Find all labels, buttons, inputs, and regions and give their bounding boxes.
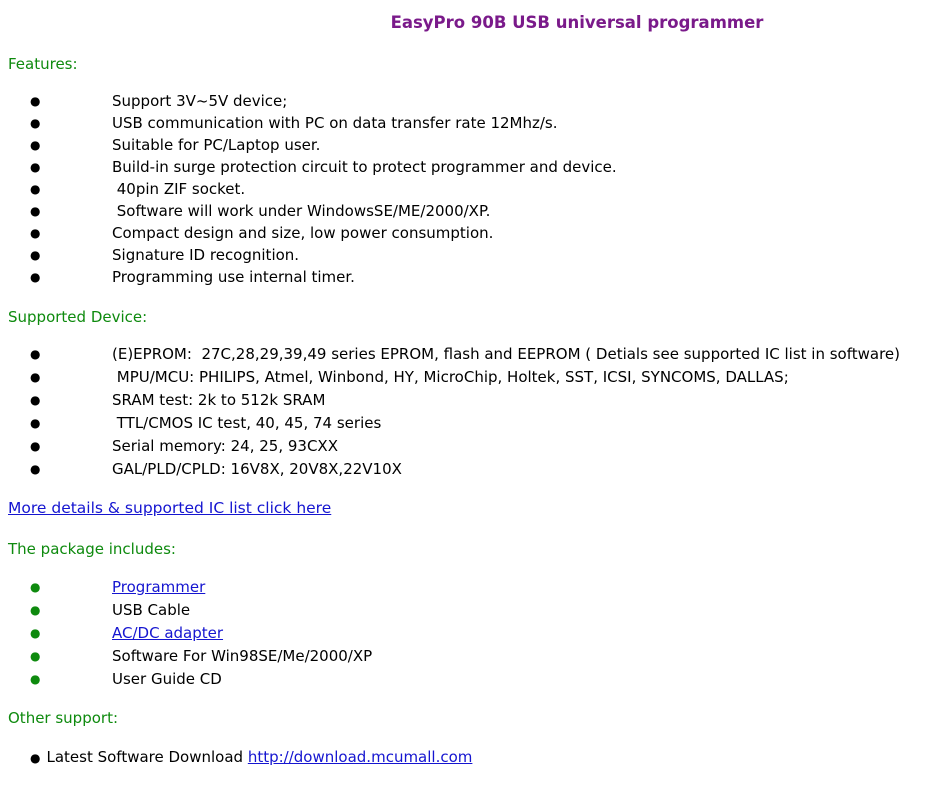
bullet-icon: ● — [30, 580, 41, 594]
device-text: SRAM test: 2k to 512k SRAM — [112, 391, 326, 409]
download-label: Latest Software Download — [46, 748, 248, 766]
download-link[interactable]: http://download.mcumall.com — [247, 748, 473, 766]
device-text: (E)EPROM: 27C,28,29,39,49 series EPROM, flash and EEPROM ( Detials see supported IC list in software) — [112, 345, 901, 363]
device-text: TTL/CMOS IC test, 40, 45, 74 series — [112, 414, 382, 432]
package-text: User Guide CD — [112, 670, 222, 688]
bullet-icon: ● — [30, 603, 41, 617]
page-title: EasyPro 90B USB universal programmer — [390, 13, 764, 32]
bullet-icon: ● — [30, 182, 41, 196]
bullet-icon: ● — [30, 160, 41, 174]
feature-text: Compact design and size, low power consumption. — [112, 224, 494, 242]
supported-heading: Supported Device: — [8, 308, 148, 326]
bullet-icon: ● — [30, 416, 41, 430]
bullet-icon: ● — [30, 138, 41, 152]
more-details-link[interactable]: More details & supported IC list click here — [8, 499, 332, 517]
device-text: GAL/PLD/CPLD: 16V8X, 20V8X,22V10X — [112, 460, 402, 478]
bullet-icon: ● — [30, 248, 41, 262]
package-heading: The package includes: — [8, 540, 176, 558]
feature-text: Build-in surge protection circuit to protect programmer and device. — [112, 158, 617, 176]
feature-text: Signature ID recognition. — [112, 246, 300, 264]
features-heading: Features: — [8, 55, 78, 73]
feature-text: USB communication with PC on data transfer rate 12Mhz/s. — [112, 114, 558, 132]
bullet-icon: ● — [30, 649, 41, 663]
device-text: Serial memory: 24, 25, 93CXX — [112, 437, 338, 455]
bullet-icon: ● — [30, 116, 41, 130]
bullet-icon: ● — [30, 370, 41, 384]
programmer-link[interactable]: Programmer — [112, 578, 206, 596]
bullet-icon: ● — [30, 393, 41, 407]
bullet-icon: ● — [30, 270, 41, 284]
other-heading: Other support: — [8, 709, 119, 727]
other-support-row — [30, 746, 472, 769]
feature-text: Support 3V~5V device; — [112, 92, 288, 110]
bullet-icon: ● — [30, 226, 41, 240]
adapter-link[interactable]: AC/DC adapter — [112, 624, 224, 642]
bullet-icon: ● — [30, 672, 41, 686]
bullet-icon: ● — [30, 439, 41, 453]
bullet-icon: ● — [30, 751, 41, 765]
feature-text: Software will work under WindowsSE/ME/2000/XP. — [112, 202, 491, 220]
device-text: MPU/MCU: PHILIPS, Atmel, Winbond, HY, MicroChip, Holtek, SST, ICSI, SYNCOMS, DALLAS; — [112, 368, 789, 386]
feature-text: Programming use internal timer. — [112, 268, 355, 286]
package-text: USB Cable — [112, 601, 191, 619]
feature-text: Suitable for PC/Laptop user. — [112, 136, 321, 154]
bullet-icon: ● — [30, 462, 41, 476]
bullet-icon: ● — [30, 94, 41, 108]
feature-text: 40pin ZIF socket. — [112, 180, 246, 198]
package-text: Software For Win98SE/Me/2000/XP — [112, 647, 373, 665]
bullet-icon: ● — [30, 347, 41, 361]
bullet-icon: ● — [30, 626, 41, 640]
bullet-icon: ● — [30, 204, 41, 218]
